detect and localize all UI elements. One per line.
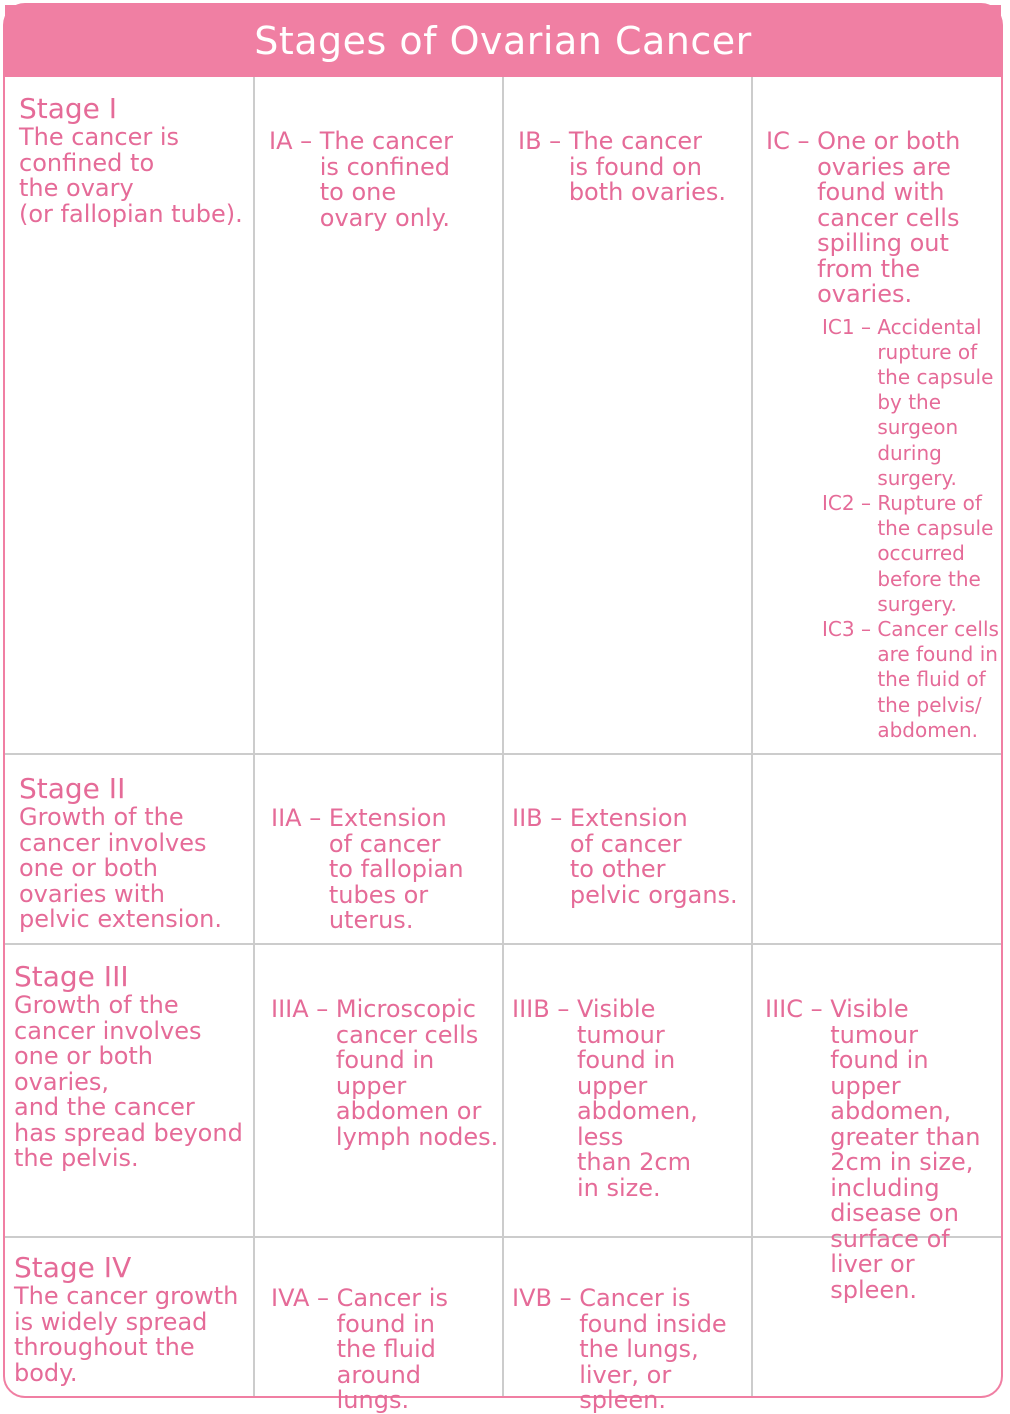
column-divider (253, 77, 255, 1396)
stages-table-frame (3, 3, 1003, 1414)
substage-code: IC1 – (822, 314, 878, 339)
substage-text: Rupture of the capsule occurred before the surgery. (877, 490, 994, 616)
substage-iiic (765, 997, 1003, 1303)
stage-1-description: The cancer is confined to the ovary (or fallopian tube). (19, 123, 243, 228)
substage-text: The cancer is found on both ovaries. (568, 127, 727, 206)
substage-iiia (271, 997, 501, 1150)
substage-code: IVB – (512, 1284, 580, 1312)
substage-iia (271, 806, 501, 934)
table-header (5, 5, 1001, 77)
substage-text: Visible tumour found in upper abdomen, greater than 2cm in size, including disease on surface of liver or spleen. (830, 995, 981, 1304)
substage-code: IIA – (271, 804, 329, 832)
column-divider (502, 77, 504, 1396)
stage-iiic-cell (765, 997, 1003, 1303)
page-title: Stages of Ovarian Cancer (254, 19, 752, 63)
substage-code: IIIB – (512, 995, 577, 1023)
substage-text: Accidental rupture of the capsule by the surgeon during surgery. (877, 314, 994, 490)
stage-iib-cell (512, 806, 750, 908)
column-divider (751, 77, 753, 1396)
substage-text: The cancer is confined to one ovary only. (319, 127, 453, 232)
stages-grid (5, 77, 1001, 1414)
stage-iiib-cell (512, 997, 750, 1201)
stage-2-cell (19, 773, 251, 933)
substage-text: One or both ovaries are found with cancer cells spilling out from the ovaries. (817, 127, 961, 308)
ic-subdivisions (822, 315, 1002, 743)
substage-text: Cancer is found in the fluid around lungs. (336, 1284, 448, 1414)
substage-text: Extension of cancer to fallopian tubes or uterus. (328, 804, 464, 934)
substage-code: IIIC – (765, 995, 831, 1023)
row-divider (5, 943, 1001, 945)
substage-code: IC3 – (822, 616, 878, 641)
stage-ic-cell (766, 129, 1002, 743)
substage-code: IA – (269, 127, 320, 155)
stage-3-cell (14, 961, 252, 1172)
stage-1-title: Stage I (19, 92, 118, 125)
row-divider (5, 753, 1001, 755)
substage-text: Cancer cells are found in the fluid of the pelvis/ abdomen. (877, 616, 999, 742)
substage-code: IIB – (512, 804, 570, 832)
substage-ic2 (822, 491, 1002, 617)
stage-ia-cell (269, 129, 501, 231)
substage-code: IC2 – (822, 490, 878, 515)
stage-ib-cell (518, 129, 750, 206)
stage-4-title: Stage IV (14, 1251, 132, 1284)
substage-code: IIIA – (271, 995, 336, 1023)
stage-2-description: Growth of the cancer involves one or both ovaries with pelvic extension. (19, 803, 222, 933)
substage-ia (269, 129, 501, 231)
substage-text: Extension of cancer to other pelvic organs. (569, 804, 738, 909)
stage-ivb-cell (512, 1286, 750, 1414)
stage-4-cell (14, 1252, 252, 1386)
substage-code: IC – (766, 127, 818, 155)
stage-2-title: Stage II (19, 772, 126, 805)
stage-3-title: Stage III (14, 960, 129, 993)
substage-ic1 (822, 315, 1002, 491)
stage-iiia-cell (271, 997, 501, 1150)
substage-iva (271, 1286, 501, 1414)
substage-ic (766, 129, 1002, 308)
substage-iib (512, 806, 750, 908)
stage-iia-cell (271, 806, 501, 934)
substage-ivb (512, 1286, 750, 1414)
stage-4-description: The cancer growth is widely spread throughout the body. (14, 1282, 239, 1387)
stage-3-description: Growth of the cancer involves one or both ovaries, and the cancer has spread beyond the pelvis. (14, 991, 243, 1172)
substage-code: IVA – (271, 1284, 337, 1312)
substage-ic3 (822, 617, 1002, 743)
stage-1-cell (19, 93, 251, 227)
substage-text: Cancer is found inside the lungs, liver, or spleen. (579, 1284, 727, 1414)
substage-text: Visible tumour found in upper abdomen, less than 2cm in size. (576, 995, 698, 1202)
substage-iiib (512, 997, 750, 1201)
substage-ib (518, 129, 750, 206)
substage-code: IB – (518, 127, 569, 155)
stage-iva-cell (271, 1286, 501, 1414)
substage-text: Microscopic cancer cells found in upper abdomen or lymph nodes. (335, 995, 499, 1151)
